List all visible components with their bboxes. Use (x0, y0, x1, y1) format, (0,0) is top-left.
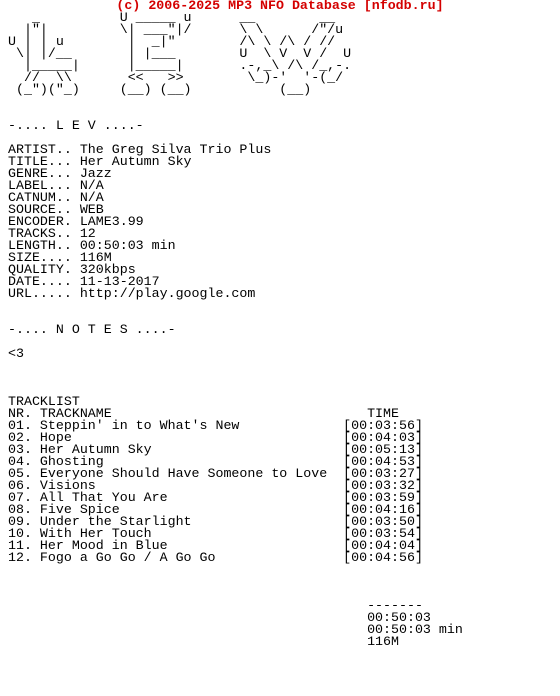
nfo-line: 00:50:03 min (8, 622, 463, 637)
nfo-line: QUALITY. 320kbps (8, 262, 136, 277)
nfo-line: ------- (8, 598, 423, 613)
nfo-line: // \\ << >> \_)-' '-(_/ (8, 70, 344, 85)
nfo-line: SOURCE.. WEB (8, 202, 104, 217)
nfo-line: 04. Ghosting [00:04:53] (8, 454, 423, 469)
nfo-text-block (8, 12, 463, 648)
nfo-line: (_")("_) (__) (__) (__) (8, 82, 312, 97)
nfo-line (8, 360, 463, 372)
nfo-line: GENRE... Jazz (8, 166, 112, 181)
nfo-line: |"| \| ___"|/ \ \ /"/u (8, 22, 344, 37)
nfo-line: 05. Everyone Should Have Someone to Love [00:03:27] (8, 466, 423, 481)
nfo-line: 09. Under the Starlight [00:03:50] (8, 514, 423, 529)
nfo-line: U | | u | _|" /\ \ /\ / // (8, 34, 336, 49)
nfo-line: LENGTH.. 00:50:03 min (8, 238, 176, 253)
nfo-line: 06. Visions [00:03:32] (8, 478, 423, 493)
nfo-line: 11. Her Mood in Blue [00:04:04] (8, 538, 423, 553)
nfo-line: TITLE... Her Autumn Sky (8, 154, 192, 169)
nfo-line: CATNUM.. N/A (8, 190, 104, 205)
nfo-line: TRACKS.. 12 (8, 226, 96, 241)
nfo-line (8, 372, 463, 384)
nfo-line: 08. Five Spice [00:04:16] (8, 502, 423, 517)
nfo-line: ARTIST.. The Greg Silva Trio Plus (8, 142, 272, 157)
nfo-line (8, 300, 463, 312)
nfo-line: TRACKLIST (8, 394, 80, 409)
nfo-line: ENCODER. LAME3.99 (8, 214, 144, 229)
nfo-line (8, 564, 463, 576)
nfo-line: 02. Hope [00:04:03] (8, 430, 423, 445)
nfo-line: 01. Steppin' in to What's New [00:03:56] (8, 418, 423, 433)
nfo-line: 116M (8, 634, 399, 649)
nfo-line: \| |/__ | |___ U \ V V / U (8, 46, 352, 61)
nfo-line: DATE.... 11-13-2017 (8, 274, 160, 289)
nfodb-credit-header: (c) 2006-2025 MP3 NFO Database [nfodb.ru] (116, 0, 444, 13)
nfo-line: -.... N O T E S ....- (8, 322, 176, 337)
nfo-line: -.... L E V ....- (8, 118, 144, 133)
nfo-line: 07. All That You Are [00:03:59] (8, 490, 423, 505)
nfo-line: 00:50:03 (8, 610, 431, 625)
nfo-line: <3 (8, 346, 24, 361)
nfo-line: 12. Fogo a Go Go / A Go Go [00:04:56] (8, 550, 423, 565)
nfo-line (8, 576, 463, 588)
nfo-line (8, 96, 463, 108)
nfo-line: LABEL... N/A (8, 178, 104, 193)
nfo-line: |_____| |_____| .-,_\ /\ /_,-. (8, 58, 352, 73)
nfo-line: SIZE.... 116M (8, 250, 112, 265)
nfo-line: _ U _____ u __ __ (8, 10, 336, 25)
nfo-line: URL..... http://play.google.com (8, 286, 256, 301)
nfo-line (8, 336, 463, 348)
nfo-line: 03. Her Autumn Sky [00:05:13] (8, 442, 423, 457)
nfo-line: 10. With Her Touch [00:03:54] (8, 526, 423, 541)
nfo-line: NR. TRACKNAME TIME (8, 406, 399, 421)
